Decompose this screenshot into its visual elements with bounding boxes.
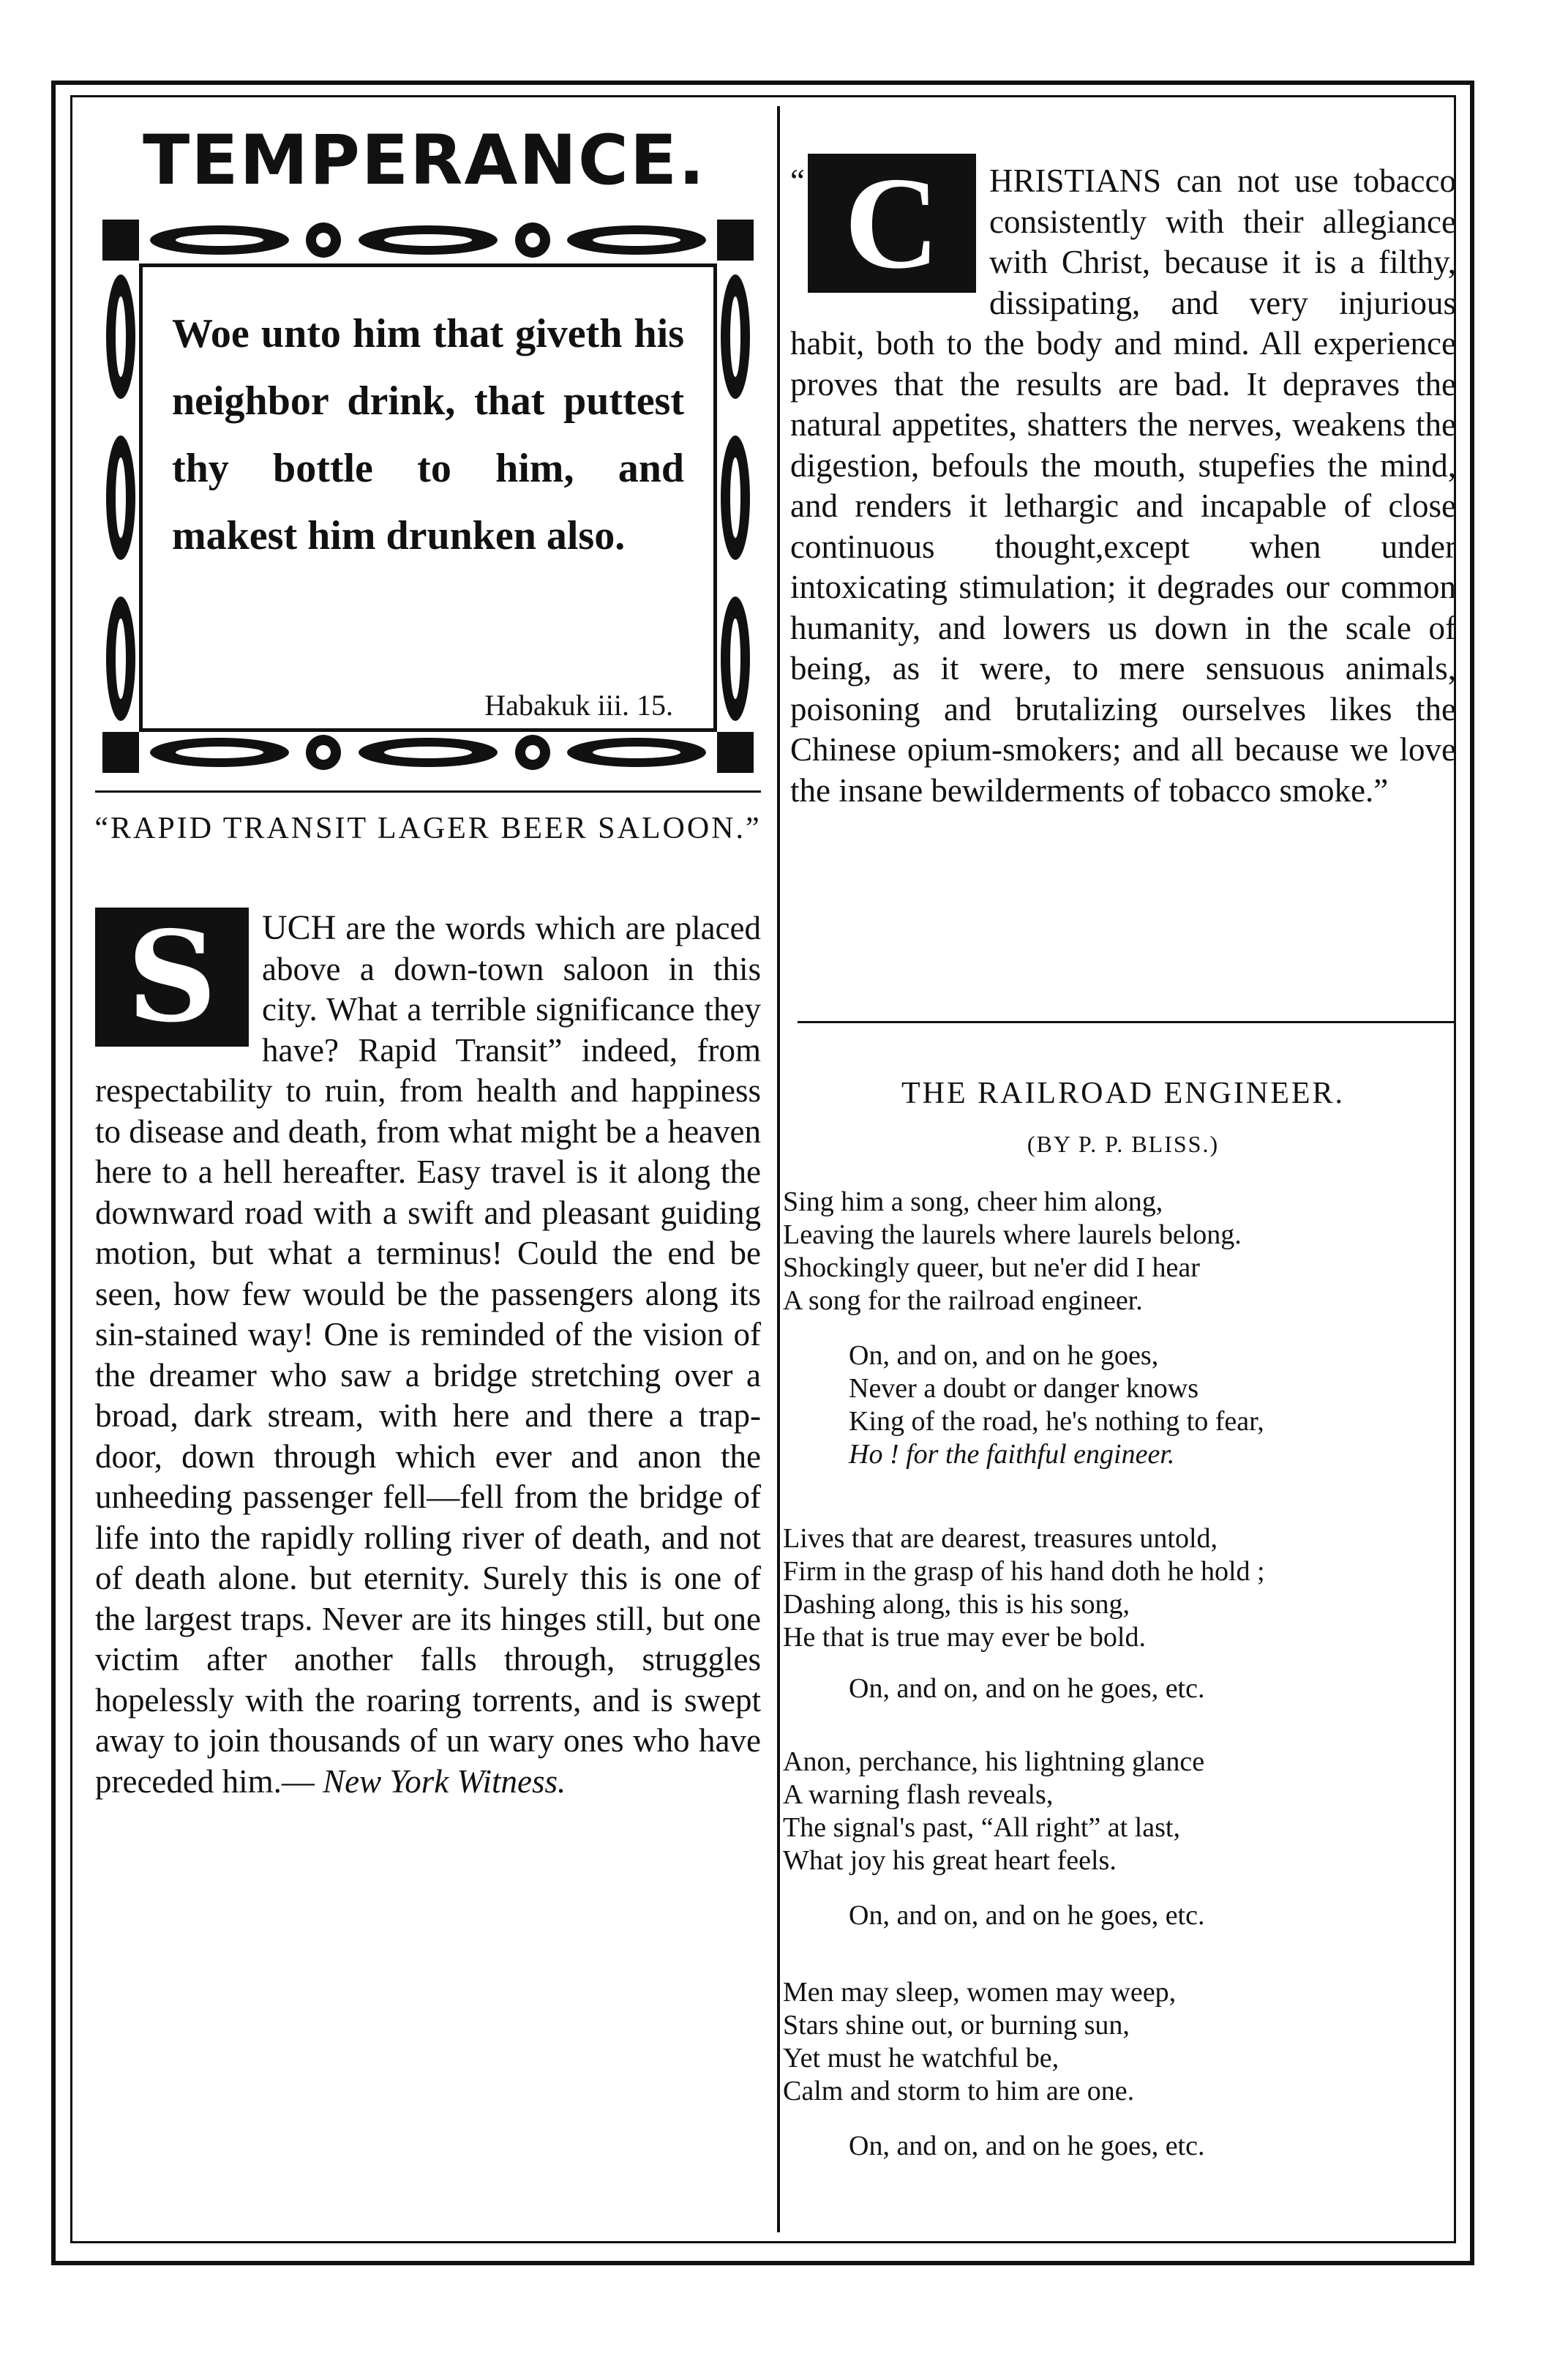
poem-line: Leaving the laurels where laurels belong. <box>783 1219 1242 1250</box>
poem-line: Shockingly queer, but ne'er did I hear <box>783 1252 1200 1283</box>
poem-line: A warning flash reveals, <box>783 1779 1054 1810</box>
scripture-verse: Woe unto him that giveth his neighbor drink, that puttest thy bottle to him, and makest him drunken also. <box>172 311 684 558</box>
poem-refrain: On, and on, and on he goes, etc. <box>849 1673 1205 1704</box>
right-separator-rule <box>798 1021 1456 1023</box>
left-column <box>88 117 761 722</box>
poem-line: Sing him a song, cheer him along, <box>783 1186 1163 1217</box>
poem-line: The signal's past, “All right” at last, <box>783 1812 1180 1843</box>
article-title: “RAPID TRANSIT LAGER BEER SALOON.” <box>94 812 762 845</box>
poem-line: Men may sleep, women may weep, <box>783 1977 1177 2008</box>
article-body <box>95 904 761 1802</box>
column-divider <box>777 106 780 2232</box>
poem-line: Never a doubt or danger knows <box>849 1373 1199 1404</box>
poem-author: (BY P. P. BLISS.) <box>1027 1131 1220 1157</box>
poem-line: He that is true may ever be bold. <box>783 1622 1146 1653</box>
ornament-border-right <box>717 271 754 725</box>
poem-line: Stars shine out, or burning sun, <box>783 2010 1130 2041</box>
article-lead-word: UCH <box>262 908 337 947</box>
poem-line: Lives that are dearest, treasures untold, <box>783 1523 1218 1554</box>
poem-line: Yet must he watchful be, <box>783 2043 1059 2074</box>
tobacco-text: HRISTIANS can not use tobacco consistently with their allegiance with Christ, because it is a filthy, dissipating, and very injurious habit, both to the body and mind. All experience proves that the results are bad. It depraves the natural appetites, shatters the nerves, weakens the digestion, befouls the mouth, stupefies the mind, and renders it lethargic and incapable of close continuous thought,except when under intoxicating stimulation; it degrades our common humanity, and lowers us down in the scale of being, as it were, to mere sensuous animals, poisoning and brutalizing ourselves likes the Chinese opium-smokers; and all because we love the insane bewilderments of tobacco smoke.” <box>790 162 1456 809</box>
poem-stanza-1 <box>783 1186 1463 1317</box>
tobacco-article <box>790 150 1456 811</box>
left-separator-rule <box>95 790 761 793</box>
quote-mark: “ <box>790 162 805 199</box>
poem-stanza-3 <box>783 1746 1463 1877</box>
poem-line: What joy his great heart feels. <box>783 1845 1117 1876</box>
tobacco-dropcap: C <box>808 154 976 293</box>
poem-line: Ho ! for the faithful engineer. <box>849 1439 1175 1470</box>
ornament-border-bottom <box>102 732 754 773</box>
poem-line: Dashing along, this is his song, <box>783 1589 1130 1620</box>
scripture-reference: Habakuk iii. 15. <box>484 689 673 722</box>
scripture-box <box>102 220 754 776</box>
poem-refrain: On, and on, and on he goes, etc. <box>849 2131 1205 2161</box>
poem-stanza-4 <box>783 1976 1463 2108</box>
poem-stanza-2 <box>783 1522 1463 1654</box>
poem-refrain: On, and on, and on he goes, etc. <box>849 1900 1205 1931</box>
ornament-border-top <box>102 220 754 261</box>
poem-title: THE RAILROAD ENGINEER. <box>901 1077 1346 1110</box>
poem-line: Anon, perchance, his lightning glance <box>783 1746 1205 1777</box>
article-text: are the words which are placed above a down-town saloon in this city. What a terrible significance they have? Rapid Transit” indeed, from respectability to ruin, from health and happiness to disease and death, from what might be a heaven here to a hell hereafter. Easy travel is it along the downward road with a swift and pleasant guiding motion, but what a terminus! Could the end be seen, how few would be the passengers along its sin-stained way! One is reminded of the vision of the dreamer who saw a bridge stretching over a broad, dark stream, with here and there a trap-door, down through which ever and anon the unheeding passenger fell—fell from the bridge of life into the rapidly rolling river of death, and not of death alone. but eternity. Surely this is one of the largest traps. Never are its hinges still, but one victim after another falls through, struggles hopelessly with the roaring torrents, and is swept away to join thousands of un wary ones who have preceded him.— <box>95 910 761 1800</box>
poem-line: On, and on, and on he goes, <box>849 1340 1159 1371</box>
poem-line: Calm and storm to him are one. <box>783 2076 1135 2106</box>
poem-line: King of the road, he's nothing to fear, <box>849 1406 1264 1437</box>
poem-line: A song for the railroad engineer. <box>783 1285 1143 1316</box>
article-dropcap: S <box>95 908 249 1047</box>
temperance-title: TEMPERANCE. <box>143 121 706 201</box>
ornament-border-left <box>102 271 139 725</box>
poem-line: Firm in the grasp of his hand doth he hold ; <box>783 1556 1265 1587</box>
poem-chorus <box>783 1339 1529 1471</box>
article-source: New York Witness. <box>323 1762 566 1800</box>
